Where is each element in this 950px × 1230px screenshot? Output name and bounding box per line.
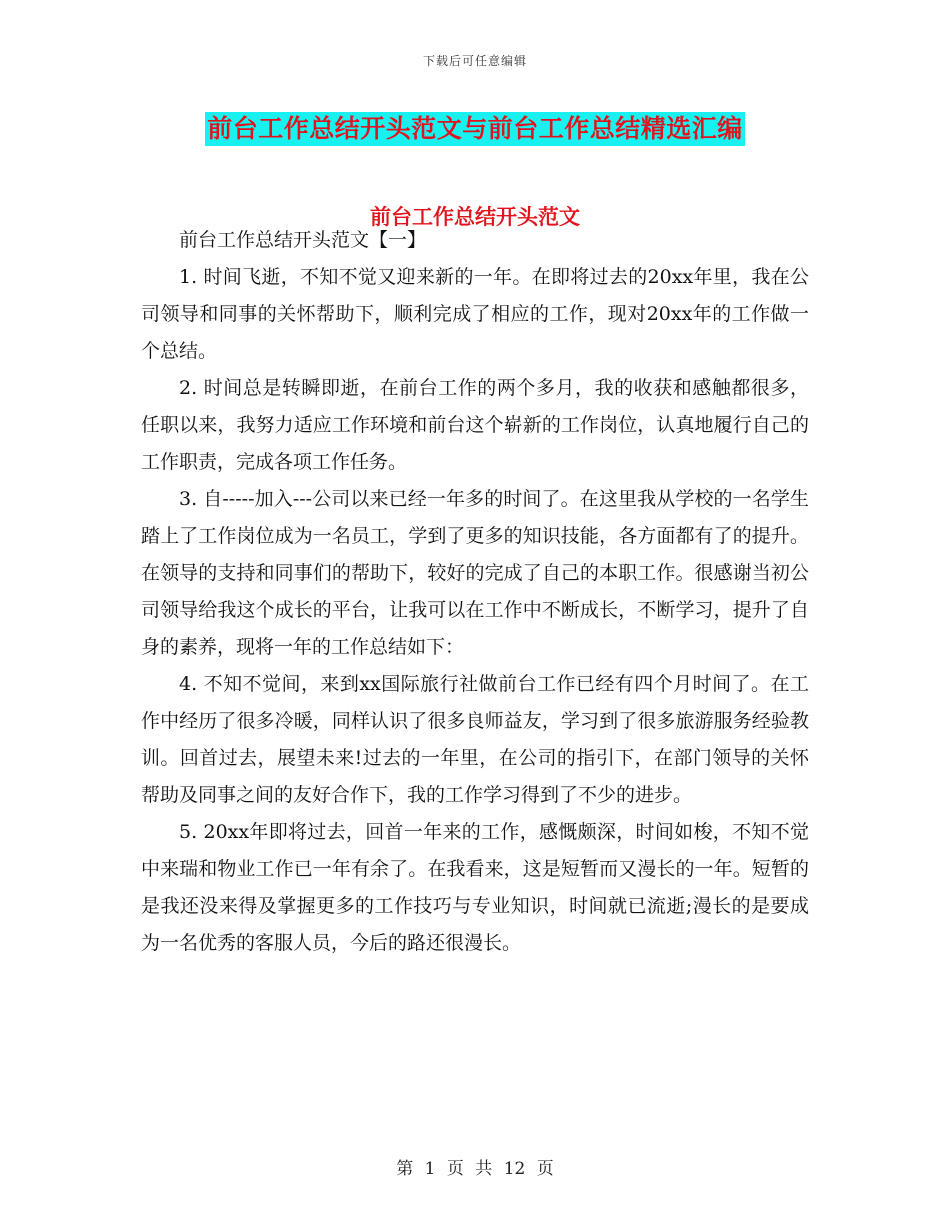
paragraph-subheading: 前台工作总结开头范文【一】 xyxy=(179,229,427,251)
section-title: 前台工作总结开头范文 xyxy=(370,205,580,229)
paragraph: 5. 20xx年即将过去，回首一年来的工作，感慨颇深，时间如梭，不知不觉中来瑞和物业工作已一年有余了。在我看来，这是短暂而又漫长的一年。短暂的是我还没来得及掌握更多的工作技巧与专业知识，时间就已流逝;漫长的是要成为一名优秀的客服人员，今后的路还很漫长。 xyxy=(141,821,809,954)
main-title-wrap xyxy=(0,112,950,146)
paragraph: 1. 时间飞逝，不知不觉又迎来新的一年。在即将过去的20xx年里，我在公司领导和同事的关怀帮助下，顺利完成了相应的工作，现对20xx年的工作做一个总结。 xyxy=(141,266,809,362)
paragraph: 3. 自-----加入---公司以来已经一年多的时间了。在这里我从学校的一名学生踏上了工作岗位成为一名员工，学到了更多的知识技能，各方面都有了的提升。在领导的支持和同事们的帮助下，较好的完成了自己的本职工作。很感谢当初公司领导给我这个成长的平台，让我可以在工作中不断成长，不断学习，提升了自身的素养，现将一年的工作总结如下： xyxy=(141,488,809,658)
header-note: 下载后可任意编辑 xyxy=(422,54,527,68)
document-body xyxy=(141,222,809,962)
paragraph: 4. 不知不觉间，来到xx国际旅行社做前台工作已经有四个月时间了。在工作中经历了很多冷暖，同样认识了很多良师益友，学习到了很多旅游服务经验教训。回首过去，展望未来!过去的一年里，在公司的指引下，在部门领导的关怀帮助及同事之间的友好合作下，我的工作学习得到了不少的进步。 xyxy=(141,673,809,806)
page-footer: 第 1 页 共 12 页 xyxy=(396,1159,554,1179)
paragraph: 2. 时间总是转瞬即逝，在前台工作的两个多月，我的收获和感触都很多，任职以来，我努力适应工作环境和前台这个崭新的工作岗位，认真地履行自己的工作职责，完成各项工作任务。 xyxy=(141,377,809,473)
main-title: 前台工作总结开头范文与前台工作总结精选汇编 xyxy=(205,112,745,146)
